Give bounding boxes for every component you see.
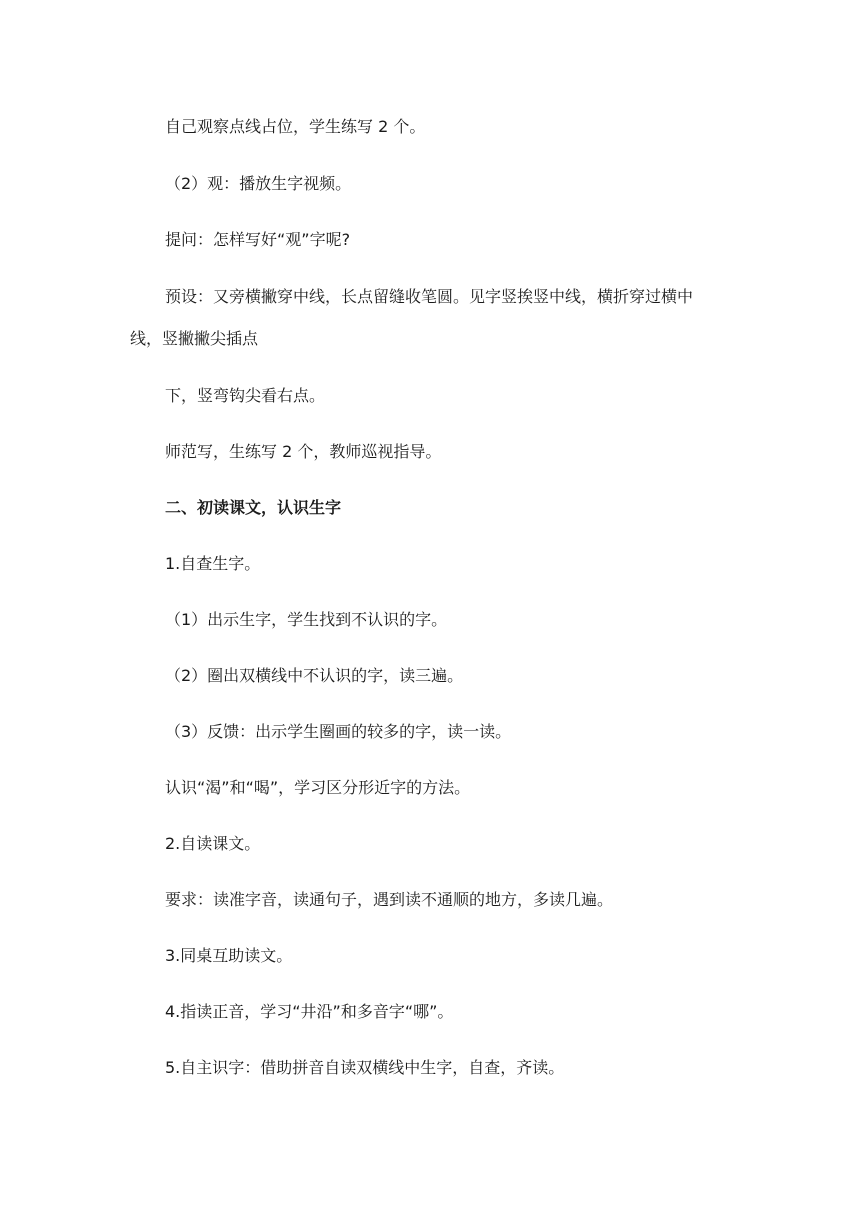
paragraph-line: 认识“渴”和“喝”，学习区分形近字的方法。 — [165, 778, 471, 797]
paragraph-line: （2）观：播放生字视频。 — [165, 174, 352, 193]
paragraph-line: 下，竖弯钩尖看右点。 — [165, 386, 326, 405]
paragraph-line: 提问：怎样写好“观”字呢? — [165, 230, 351, 249]
paragraph-line: 师范写，生练写 2 个，教师巡视指导。 — [165, 442, 442, 461]
paragraph-line: 1.自查生字。 — [165, 554, 261, 573]
paragraph-line: 3.同桌互助读文。 — [165, 946, 293, 965]
paragraph-line: 自己观察点线占位，学生练写 2 个。 — [165, 117, 426, 136]
paragraph-line: 4.指读正音，学习“井沿”和多音字“哪”。 — [165, 1002, 454, 1021]
paragraph-line: （3）反馈：出示学生圈画的较多的字，读一读。 — [165, 722, 512, 741]
paragraph-line: 预设：又旁横撇穿中线，长点留缝收笔圆。见字竖挨竖中线，横折穿过横中 — [165, 287, 694, 306]
paragraph-line: 要求：读准字音，读通句子，遇到读不通顺的地方，多读几遍。 — [165, 890, 614, 909]
paragraph-line: （2）圈出双横线中不认识的字，读三遍。 — [165, 666, 464, 685]
paragraph-line: 2.自读课文。 — [165, 834, 261, 853]
paragraph-line: 5.自主识字：借助拼音自读双横线中生字，自查，齐读。 — [165, 1058, 565, 1077]
paragraph-line: 线，竖撇撇尖插点 — [130, 329, 259, 348]
paragraph-line: （1）出示生字，学生找到不认识的字。 — [165, 610, 448, 629]
section-heading: 二、初读课文，认识生字 — [165, 498, 342, 517]
